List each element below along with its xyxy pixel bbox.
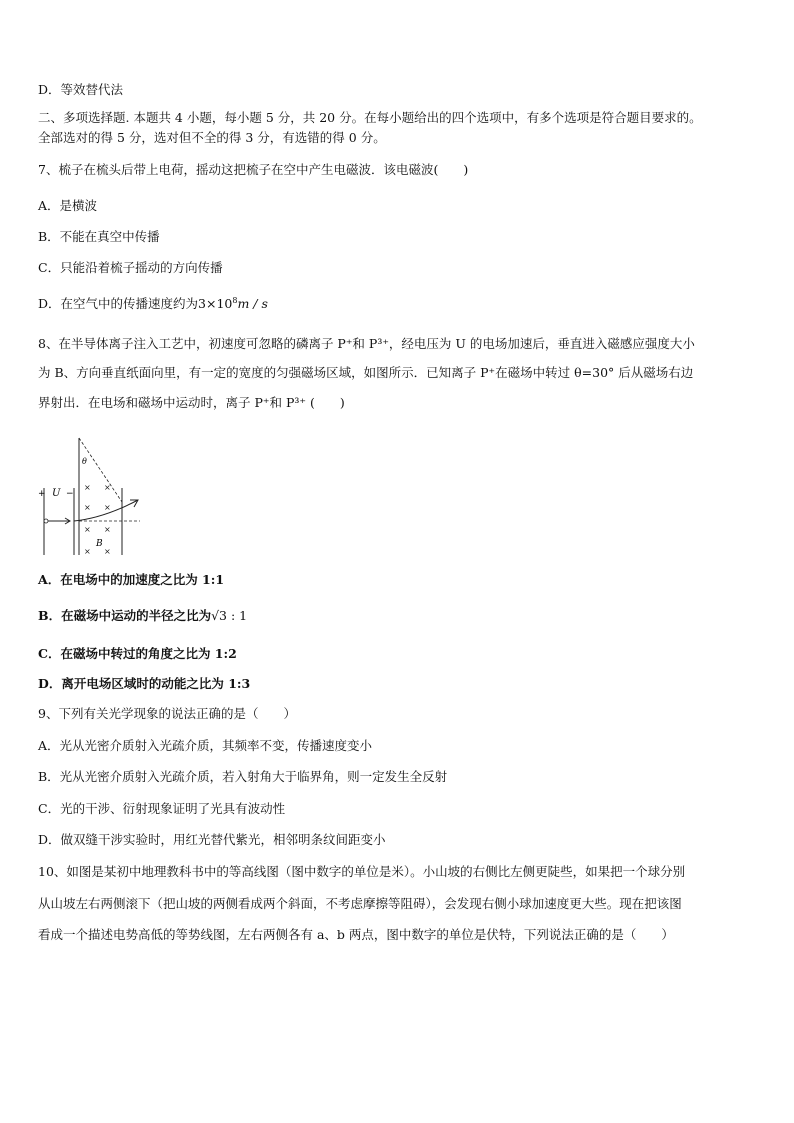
q8-radius-ratio: √3 : 1 [211,608,248,623]
question-8-line2: 为 B、方向垂直纸面向里，有一定的宽度的匀强磁场区域，如图所示．已知离子 P⁺在磁场中转过 θ=30° 后从磁场右边 [38,365,694,380]
label-b: B [96,539,103,549]
label-plus: + [38,489,46,499]
section-heading-cont: 全部选对的得 5 分，选对但不全的得 3 分，有选错的得 0 分。 [38,130,386,145]
question-10-line1: 10、如图是某初中地理教科书中的等高线图（图中数字的单位是米）。小山坡的右侧比左侧更陡些，如果把一个球分别 [38,864,686,879]
cross-mark: × [84,547,91,556]
q9-option-b: B．光从光密介质射入光疏介质，若入射角大于临界角，则一定发生全反射 [38,769,448,784]
q8-option-a: A．在电场中的加速度之比为 1:1 [38,572,225,587]
label-theta: θ [82,457,87,466]
q7-option-d-text: D．在空气中的传播速度约为 [38,296,199,311]
section-heading: 二、多项选择题. 本题共 4 小题，每小题 5 分，共 20 分。在每小题给出的四个选项中，有多个选项是符合题目要求的。 [38,110,702,125]
question-10-line3: 看成一个描述电势高低的等势线图，左右两侧各有 a、b 两点，图中数字的单位是伏特，下列说法正确的是（ ） [38,927,674,942]
q7-option-a: A．是横波 [38,198,98,213]
q8-option-b [38,608,247,624]
q7-option-c: C．只能沿着梳子摇动的方向传播 [38,260,223,275]
cross-mark: × [84,503,91,512]
q7-option-d [38,296,268,312]
cross-mark: × [104,547,111,556]
q9-option-d: D．做双缝干涉实验时，用红光替代紫光，相邻明条纹间距变小 [38,832,386,847]
cross-mark: × [84,483,91,492]
q8-option-c: C．在磁场中转过的角度之比为 1:2 [38,646,237,661]
q7-speed-unit: m / s [237,296,268,311]
q9-option-c: C．光的干涉、衍射现象证明了光具有波动性 [38,801,286,816]
question-9: 9、下列有关光学现象的说法正确的是（ ） [38,706,296,721]
option-d-prev: D．等效替代法 [38,82,124,97]
cross-mark: × [104,503,111,512]
question-7: 7、梳子在梳头后带上电荷，摇动这把梳子在空中产生电磁波．该电磁波( ) [38,162,469,177]
cross-mark: × [104,525,111,534]
cross-mark: × [104,483,111,492]
q7-option-b: B．不能在真空中传播 [38,229,160,244]
q7-speed-exponent: 8 [232,295,238,305]
q9-option-a: A．光从光密介质射入光疏介质，其频率不变，传播速度变小 [38,738,373,753]
radius-dashed [79,438,122,502]
q8-option-d: D．离开电场区域时的动能之比为 1:3 [38,676,251,691]
field-diagram [36,430,156,560]
label-u: U [52,488,61,499]
label-minus: − [66,489,74,499]
question-8-line3: 界射出．在电场和磁场中运动时，离子 P⁺和 P³⁺ ( ) [38,395,345,410]
question-10-line2: 从山坡左右两侧滚下（把山坡的两侧看成两个斜面，不考虑摩擦等阻碍），会发现右侧小球加速度更大些。现在把该图 [38,896,682,911]
cross-mark: × [84,525,91,534]
question-8-line1: 8、在半导体离子注入工艺中，初速度可忽略的磷离子 P⁺和 P³⁺，经电压为 U 的电场加速后，垂直进入磁感应强度大小 [38,336,695,351]
q8-figure [36,430,156,560]
q7-speed-value: 3×10 [198,296,233,311]
q8-option-b-text: B．在磁场中运动的半径之比为 [38,608,212,623]
ion-source [44,519,48,523]
